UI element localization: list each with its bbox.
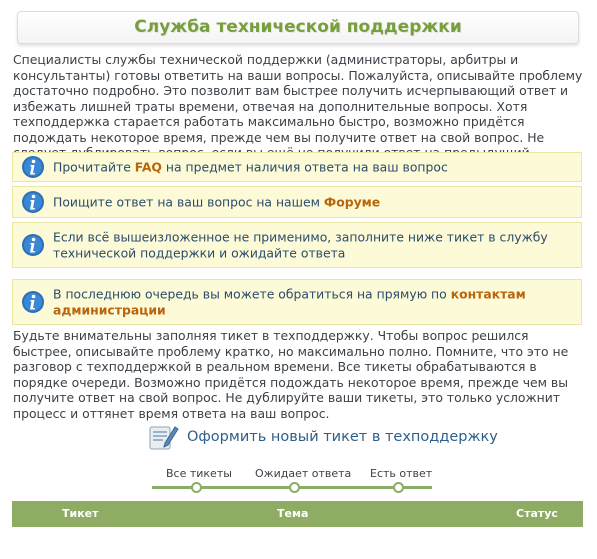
- column-subject[interactable]: Тема: [277, 507, 309, 520]
- ticket-form-icon: [147, 421, 179, 453]
- note-text: В последнюю очередь вы можете обратиться на прямую по контактам администрации: [53, 286, 526, 317]
- ticket-filter-tabs: [152, 467, 432, 497]
- tab-dot: [393, 482, 404, 493]
- note-forum: [12, 186, 582, 218]
- page-title: Служба технической поддержки: [134, 17, 462, 37]
- note-contacts: [12, 279, 582, 325]
- contacts-link[interactable]: контактам администрации: [53, 286, 526, 317]
- tab-all-tickets[interactable]: Все тикеты: [166, 467, 232, 480]
- page-header: [17, 11, 579, 44]
- column-ticket[interactable]: Тикет: [62, 507, 99, 520]
- note-text: Прочитайте FAQ на предмет наличия ответа на ваш вопрос: [53, 159, 448, 175]
- faq-link[interactable]: FAQ: [134, 159, 162, 175]
- note-faq: [12, 152, 582, 182]
- warning-text: Будьте внимательны заполняя тикет в техподдержку. Чтобы вопрос решился быстрее, описывайте проблему кратко, но максимально полно. Помните, что это не разговор с техподдержкой в реальном времени. Все тикеты обрабатываются в порядке очереди. Возможно придётся подождать некоторое время, прежде чем вы получите ответ на свой вопрос. Не дублируйте ваши тикеты, это только усложнит процесс и оттянет время ответа на ваш вопрос.: [13, 328, 569, 421]
- tab-dot: [191, 482, 202, 493]
- new-ticket-label: Оформить новый тикет в техподдержку: [187, 429, 498, 445]
- tab-answered[interactable]: Есть ответ: [370, 467, 432, 480]
- info-icon: [21, 290, 45, 314]
- info-icon: [21, 233, 45, 257]
- note-ticket: [12, 222, 582, 268]
- new-ticket-button[interactable]: [147, 420, 498, 454]
- info-icon: [21, 190, 45, 214]
- tickets-table-header: [12, 501, 583, 527]
- tab-awaiting-answer[interactable]: Ожидает ответа: [255, 467, 351, 480]
- forum-link[interactable]: Форуме: [323, 194, 381, 210]
- note-text: Поищите ответ на ваш вопрос на нашем Форуме: [53, 194, 381, 210]
- intro-text: Специалисты службы технической поддержки (администраторы, арбитры и консультанты) готовы ответить на ваши вопросы. Пожалуйста, описывайте проблему достаточно подробно. Это позволит вам быстрее получить исчерпывающий ответ и избежать лишней траты времени, отвечая на дополнительные вопросы. Хотя техподдержка старается работать максимально быстро, возможно придётся подождать некоторое время, прежде чем вы получите ответ на свой вопрос. Не: [13, 52, 583, 145]
- tab-dot: [289, 482, 300, 493]
- column-status[interactable]: Статус: [516, 507, 558, 520]
- info-icon: [21, 155, 45, 179]
- note-text: Если всё вышеизложенное не применимо, заполните ниже тикет в службу технической поддержки и ожидайте ответа: [53, 229, 548, 260]
